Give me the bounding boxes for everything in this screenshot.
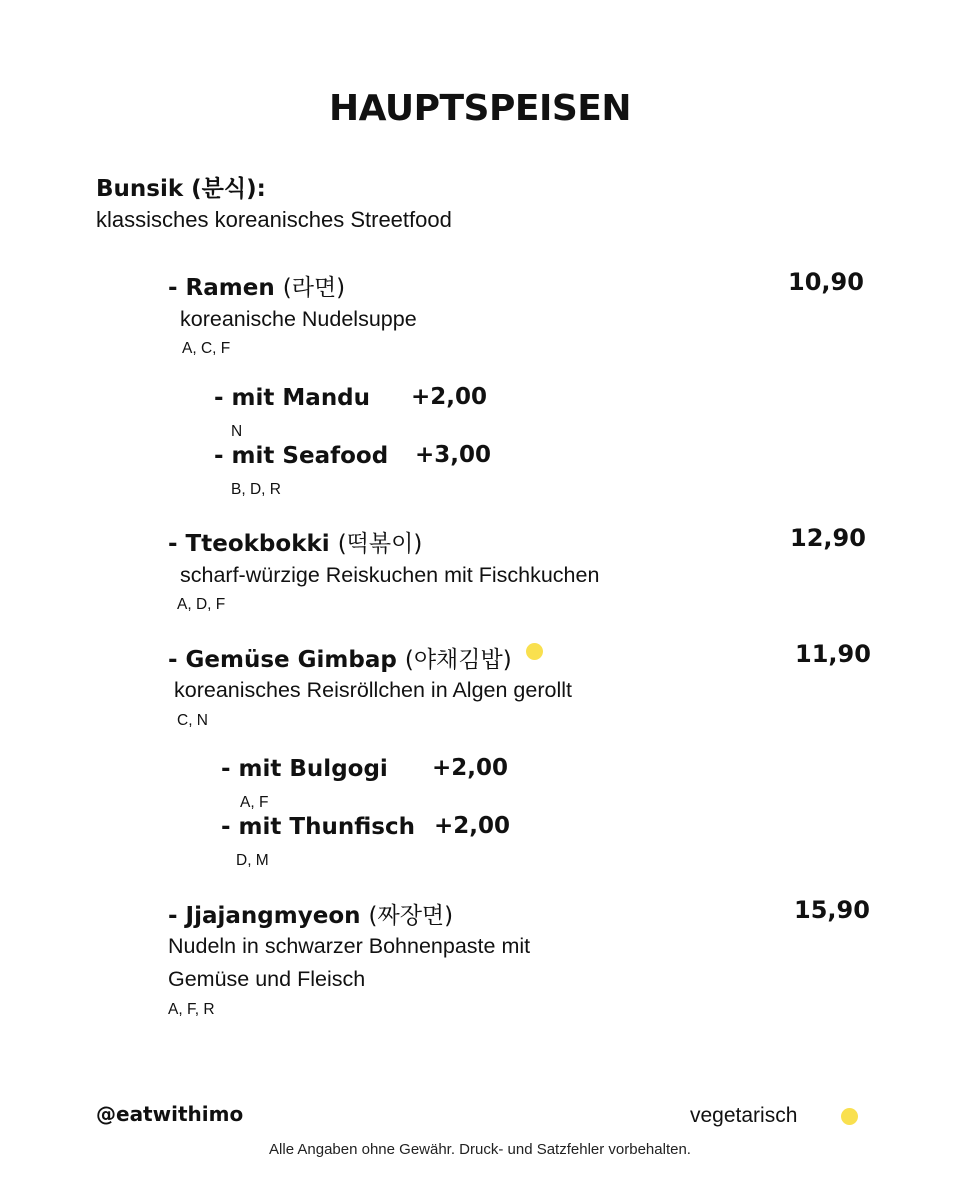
- menu-item-allergens: A, F, R: [168, 1001, 215, 1018]
- addon-price: +2,00: [434, 813, 511, 839]
- menu-item-allergens: C, N: [177, 712, 208, 729]
- menu-item-description-line: Nudeln in schwarzer Bohnenpaste mit: [168, 934, 531, 958]
- addon-allergens: A, F: [240, 794, 269, 811]
- menu-item-name: - Gemüse Gimbap (야채김밥): [168, 647, 512, 673]
- menu-item-name: - Tteokbokki (떡볶이): [168, 531, 423, 557]
- addon-name: - mit Bulgogi: [221, 756, 388, 782]
- vegetarian-legend-dot-icon: [841, 1108, 858, 1125]
- menu-item-name: - Jjajangmyeon (짜장면): [168, 903, 454, 929]
- menu-item-description: koreanisches Reisröllchen in Algen gerollt: [174, 678, 572, 702]
- menu-item-price: 15,90: [794, 896, 870, 924]
- menu-item-allergens: A, C, F: [182, 340, 231, 357]
- addon-price: +3,00: [415, 442, 492, 468]
- menu-item-name: - Ramen (라면): [168, 275, 346, 301]
- addon-name: - mit Seafood: [214, 443, 389, 469]
- section-title: Bunsik (분식):: [96, 176, 266, 202]
- addon-allergens: B, D, R: [231, 481, 281, 498]
- addon-price: +2,00: [432, 755, 509, 781]
- addon-name: - mit Thunfisch: [221, 814, 415, 840]
- menu-item-description-line: Gemüse und Fleisch: [168, 967, 366, 991]
- menu-item-price: 11,90: [795, 640, 871, 668]
- addon-allergens: D, M: [236, 852, 269, 869]
- vegetarian-dot-icon: [526, 643, 543, 660]
- page-title: HAUPTSPEISEN: [328, 88, 631, 129]
- social-handle: @eatwithimo: [96, 1102, 244, 1126]
- menu-item-description: scharf-würzige Reiskuchen mit Fischkuchen: [180, 563, 600, 587]
- addon-name: - mit Mandu: [214, 385, 371, 411]
- addon-allergens: N: [231, 423, 243, 440]
- section-subtitle: klassisches koreanisches Streetfood: [96, 207, 452, 232]
- menu-item-description: koreanische Nudelsuppe: [180, 307, 417, 331]
- vegetarian-legend-label: vegetarisch: [690, 1104, 798, 1127]
- menu-item-price: 12,90: [790, 524, 866, 552]
- addon-price: +2,00: [411, 384, 488, 410]
- menu-item-allergens: A, D, F: [177, 596, 226, 613]
- menu-item-price: 10,90: [788, 268, 864, 296]
- disclaimer: Alle Angaben ohne Gewähr. Druck- und Satzfehler vorbehalten.: [269, 1141, 691, 1158]
